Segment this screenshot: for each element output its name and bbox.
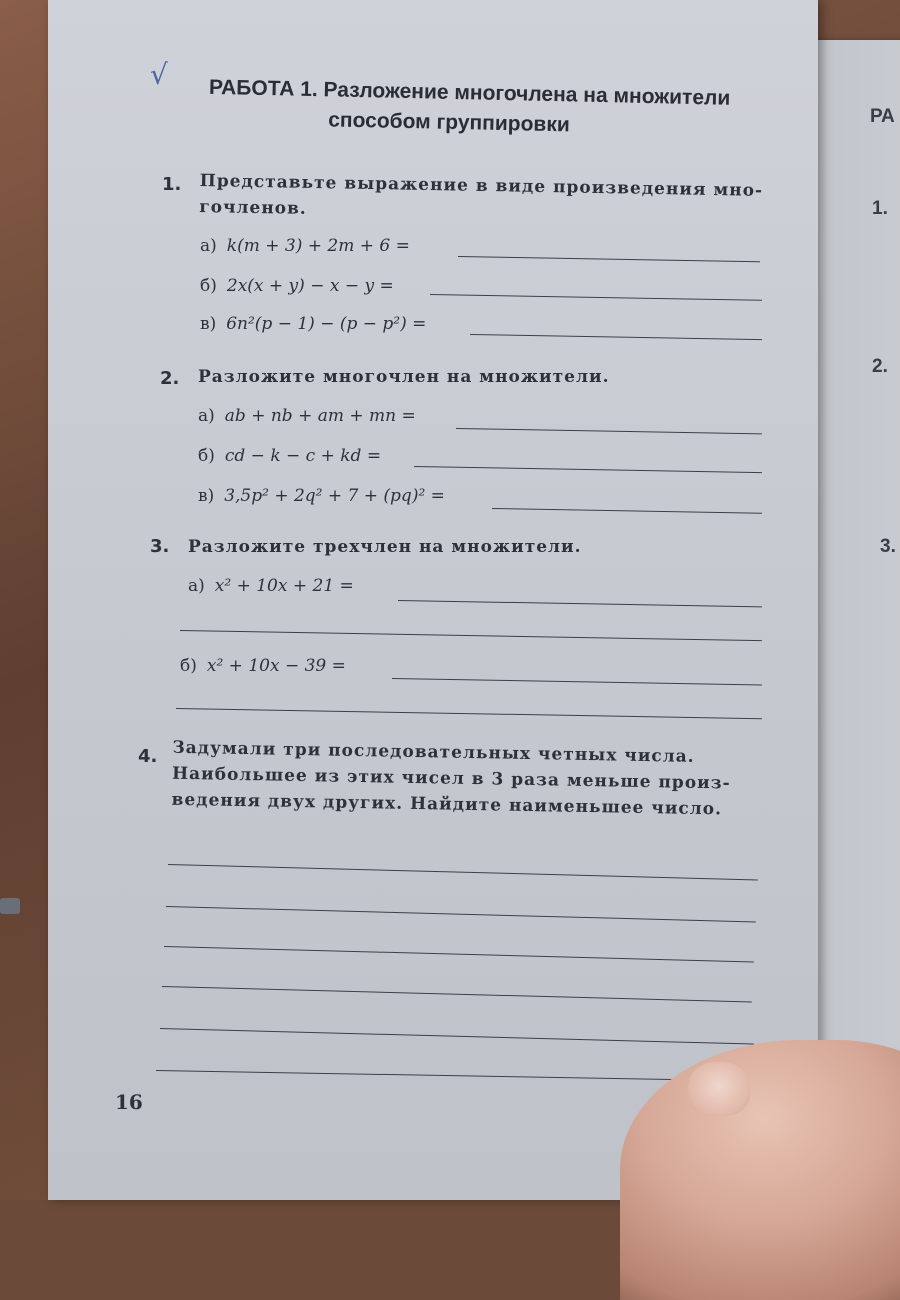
answer-line-3a-2[interactable]	[180, 630, 762, 641]
answer-line-4-4[interactable]	[162, 986, 752, 1002]
item-expression: 6n²(p − 1) − (p − p²) =	[226, 314, 427, 334]
item-expression: 3,5p² + 2q² + 7 + (pq)² =	[224, 486, 445, 506]
title-line-2: способом группировки	[328, 108, 571, 137]
task-1-text	[199, 168, 763, 230]
item-label: б)	[198, 446, 215, 466]
task-1-text-line-2: гочленов.	[199, 196, 307, 219]
item-label: б)	[200, 276, 217, 296]
right-page-task-number-3: 3.	[880, 536, 896, 557]
item-label: а)	[198, 406, 215, 426]
task-3-number: 3.	[150, 536, 170, 557]
answer-line-4-5[interactable]	[160, 1028, 754, 1045]
task-3-item-a	[188, 576, 354, 596]
answer-line-1a[interactable]	[458, 256, 760, 262]
task-2-item-v	[198, 486, 445, 506]
right-page-task-number-2: 2.	[872, 356, 888, 377]
task-1-item-v	[200, 314, 426, 334]
right-page-task-number-1: 1.	[872, 198, 888, 219]
task-2-number: 2.	[160, 368, 180, 389]
task-4-text-line-1: Задумали три последовательных четных числа.	[172, 737, 695, 767]
item-expression: k(m + 3) + 2m + 6 =	[226, 236, 410, 256]
task-1-text-line-1: Представьте выражение в виде произведения мно-	[199, 170, 764, 201]
answer-line-1b[interactable]	[430, 294, 762, 301]
answer-line-4-1[interactable]	[168, 864, 758, 880]
answer-line-2v[interactable]	[492, 508, 762, 514]
title-line-1: РАБОТА 1. Разложение многочлена на множители	[208, 75, 731, 110]
task-2-item-b	[198, 446, 381, 466]
item-label: а)	[200, 236, 217, 256]
worksheet-title	[169, 72, 770, 145]
task-2-item-a	[198, 406, 416, 426]
task-4-number: 4.	[138, 746, 158, 767]
check-mark-icon: √	[150, 58, 168, 91]
task-3-text: Разложите трехчлен на множители.	[188, 537, 582, 557]
answer-line-4-6[interactable]	[156, 1070, 696, 1080]
item-expression: 2x(x + y) − x − y =	[226, 276, 394, 296]
item-expression: cd − k − c + kd =	[224, 446, 382, 466]
fingernail	[688, 1062, 750, 1116]
item-label: в)	[198, 486, 215, 506]
page-number: 16	[115, 1090, 143, 1114]
answer-line-3b-1[interactable]	[392, 678, 762, 685]
task-4-text-line-3: ведения двух других. Найдите наименьшее число.	[171, 789, 723, 820]
item-expression: x² + 10x − 39 =	[206, 656, 346, 676]
task-1-item-b	[200, 276, 394, 296]
answer-line-3b-2[interactable]	[176, 708, 762, 719]
task-1-number: 1.	[162, 174, 182, 195]
answer-line-2b[interactable]	[414, 466, 762, 473]
answer-line-4-3[interactable]	[164, 946, 754, 962]
answer-line-4-2[interactable]	[166, 906, 756, 922]
task-2-text: Разложите многочлен на множители.	[198, 367, 610, 387]
item-label: а)	[188, 576, 205, 596]
task-1-item-a	[200, 236, 410, 256]
item-label: б)	[180, 656, 197, 676]
answer-line-3a-1[interactable]	[398, 600, 762, 607]
answer-line-1v[interactable]	[470, 334, 762, 340]
task-4-text-line-2: Наибольшее из этих чисел в 3 раза меньше произ-	[171, 763, 731, 794]
answer-line-2a[interactable]	[456, 428, 762, 434]
item-label: в)	[200, 314, 217, 334]
task-4-text	[171, 735, 772, 823]
item-expression: ab + nb + am + mn =	[224, 406, 416, 426]
task-3-item-b	[180, 656, 346, 676]
item-expression: x² + 10x + 21 =	[214, 576, 354, 596]
right-page-header-fragment: РА	[870, 106, 895, 127]
